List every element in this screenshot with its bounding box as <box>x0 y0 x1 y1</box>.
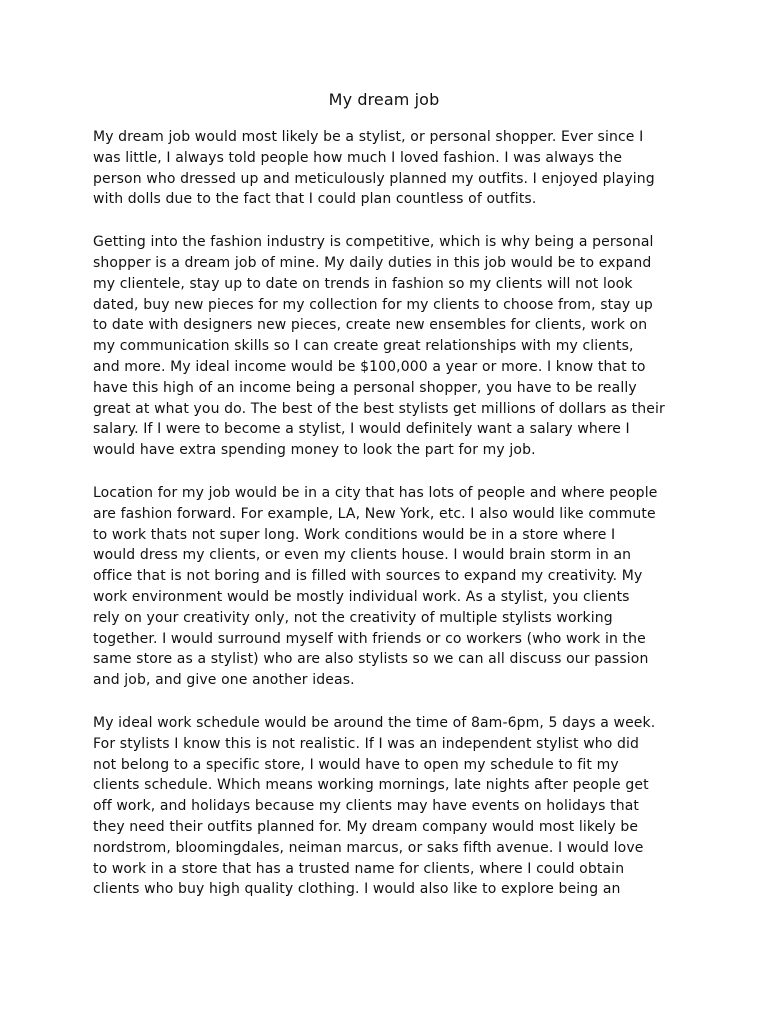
document-title: My dream job <box>328 90 440 109</box>
text-line: have this high of an income being a personal shopper, you have to be really <box>93 379 637 396</box>
paragraph-1 <box>93 127 683 210</box>
text-line: work environment would be mostly individual work. As a stylist, you clients <box>93 588 630 605</box>
paragraph-3 <box>93 483 683 691</box>
text-line: Getting into the fashion industry is competitive, which is why being a personal <box>93 234 654 251</box>
text-line: off work, and holidays because my clients may have events on holidays that <box>93 798 640 815</box>
text-line: would dress my clients, or even my clients house. I would brain storm in an <box>93 547 632 564</box>
text-line: salary. If I were to become a stylist, I would definitely want a salary where I <box>93 421 630 438</box>
paragraph-2 <box>93 232 683 461</box>
text-line: together. I would surround myself with friends or co workers (who work in the <box>93 630 646 647</box>
document-body <box>93 127 683 922</box>
text-line: would have extra spending money to look the part for my job. <box>93 442 536 459</box>
text-line: person who dressed up and meticulously planned my outfits. I enjoyed playing <box>93 170 655 187</box>
text-line: they need their outfits planned for. My dream company would most likely be <box>93 818 639 835</box>
text-line: and job, and give one another ideas. <box>93 672 355 689</box>
text-line: to work thats not super long. Work conditions would be in a store where I <box>93 526 616 543</box>
text-line: For stylists I know this is not realistic. If I was an independent stylist who did <box>93 735 640 752</box>
text-line: and more. My ideal income would be $100,000 a year or more. I know that to <box>93 358 646 375</box>
text-line: shopper is a dream job of mine. My daily duties in this job would be to expand <box>93 254 652 271</box>
text-line: My dream job would most likely be a stylist, or personal shopper. Ever since I <box>93 129 644 145</box>
text-line: great at what you do. The best of the best stylists get millions of dollars as their <box>93 400 665 417</box>
text-line: with dolls due to the fact that I could plan countless of outfits. <box>93 191 537 208</box>
text-line: same store as a stylist) who are also stylists so we can all discuss our passion <box>93 651 649 668</box>
text-line: are fashion forward. For example, LA, New York, etc. I also would like commute <box>93 505 656 522</box>
text-line: office that is not boring and is filled with sources to expand my creativity. My <box>93 568 643 585</box>
text-line: clients schedule. Which means working mornings, late nights after people get <box>93 777 649 794</box>
text-line: to work in a store that has a trusted name for clients, where I could obtain <box>93 860 625 877</box>
paragraph-4 <box>93 713 683 900</box>
text-line: was little, I always told people how much I loved fashion. I was always the <box>93 149 623 166</box>
text-line: clients who buy high quality clothing. I would also like to explore being an <box>93 881 621 898</box>
text-line: my clientele, stay up to date on trends in fashion so my clients will not look <box>93 275 633 292</box>
text-line: my communication skills so I can create great relationships with my clients, <box>93 338 634 355</box>
text-line: not belong to a specific store, I would have to open my schedule to fit my <box>93 756 619 773</box>
text-line: nordstrom, bloomingdales, neiman marcus, or saks fifth avenue. I would love <box>93 839 644 856</box>
text-line: to date with designers new pieces, create new ensembles for clients, work on <box>93 317 648 334</box>
text-line: Location for my job would be in a city that has lots of people and where people <box>93 484 658 501</box>
text-line: dated, buy new pieces for my collection for my clients to choose from, stay up <box>93 296 653 313</box>
text-line: My ideal work schedule would be around the time of 8am-6pm, 5 days a week. <box>93 714 656 731</box>
text-line: rely on your creativity only, not the creativity of multiple stylists working <box>93 609 613 626</box>
